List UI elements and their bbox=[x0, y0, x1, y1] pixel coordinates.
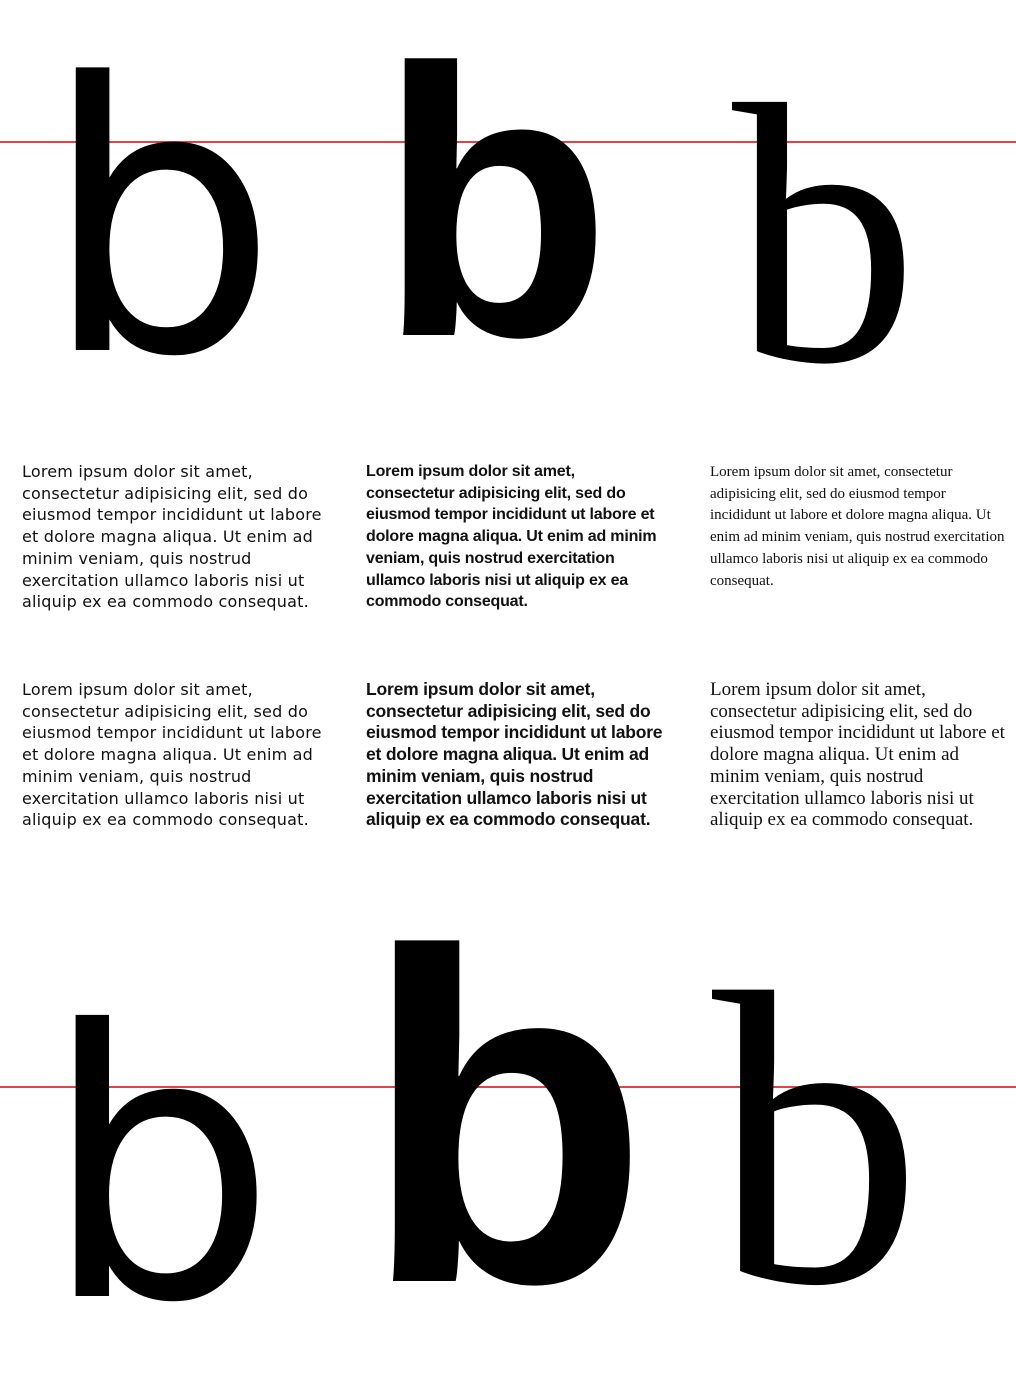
glyph-b-geometric-top: b bbox=[378, 0, 612, 416]
glyph-b-serif-bottom: b bbox=[712, 907, 922, 1372]
sample-text-sans-adjusted: Lorem ipsum dolor sit amet, consectetur adipisicing elit, sed do eiusmod tempor incididunt ut labore et dolore magna aliqua. Ut enim ad minim veniam, quis nostrud exercitation ullamco laboris nisi ut aliquip ex ea commodo consequat. bbox=[22, 680, 322, 830]
sample-text-geometric-adjusted: Lorem ipsum dolor sit amet, consectetur adipisicing elit, sed do eiusmod tempor incididunt ut labore et dolore magna aliqua. Ut enim ad minim veniam, quis nostrud exercitation ullamco laboris nisi ut aliquip ex ea commodo consequat. bbox=[366, 679, 663, 830]
sample-text-geometric-small: Lorem ipsum dolor sit amet, consectetur adipisicing elit, sed do eiusmod tempor incididunt ut labore et dolore magna aliqua. Ut enim ad minim veniam, quis nostrud exercitation ullamco laboris nisi ut aliquip ex ea commodo consequat. bbox=[366, 463, 657, 611]
glyph-b-geometric-bottom: b bbox=[362, 856, 650, 1381]
sample-text-sans-small: Lorem ipsum dolor sit amet, consectetur adipisicing elit, sed do eiusmod tempor incididunt ut labore et dolore magna aliqua. Ut enim ad minim veniam, quis nostrud exercitation ullamco laboris nisi ut aliquip ex ea commodo consequat. bbox=[22, 462, 322, 612]
glyph-b-serif-top: b bbox=[732, 30, 918, 441]
glyph-b-sans-top: b bbox=[42, 5, 279, 438]
sample-text-serif-small: Lorem ipsum dolor sit amet, consectetur adipisicing elit, sed do eiusmod tempor incididunt ut labore et dolore magna aliqua. Ut enim ad minim veniam, quis nostrud exercitation ullamco laboris nisi ut aliquip ex ea commodo consequat. bbox=[710, 464, 1005, 589]
glyph-b-sans-bottom: b bbox=[42, 954, 277, 1384]
sample-text-serif-adjusted: Lorem ipsum dolor sit amet, consectetur adipisicing elit, sed do eiusmod tempor incididunt ut labore et dolore magna aliqua. Ut enim ad minim veniam, quis nostrud exercitation ullamco laboris nisi ut aliquip ex ea commodo consequat. bbox=[710, 679, 1005, 831]
